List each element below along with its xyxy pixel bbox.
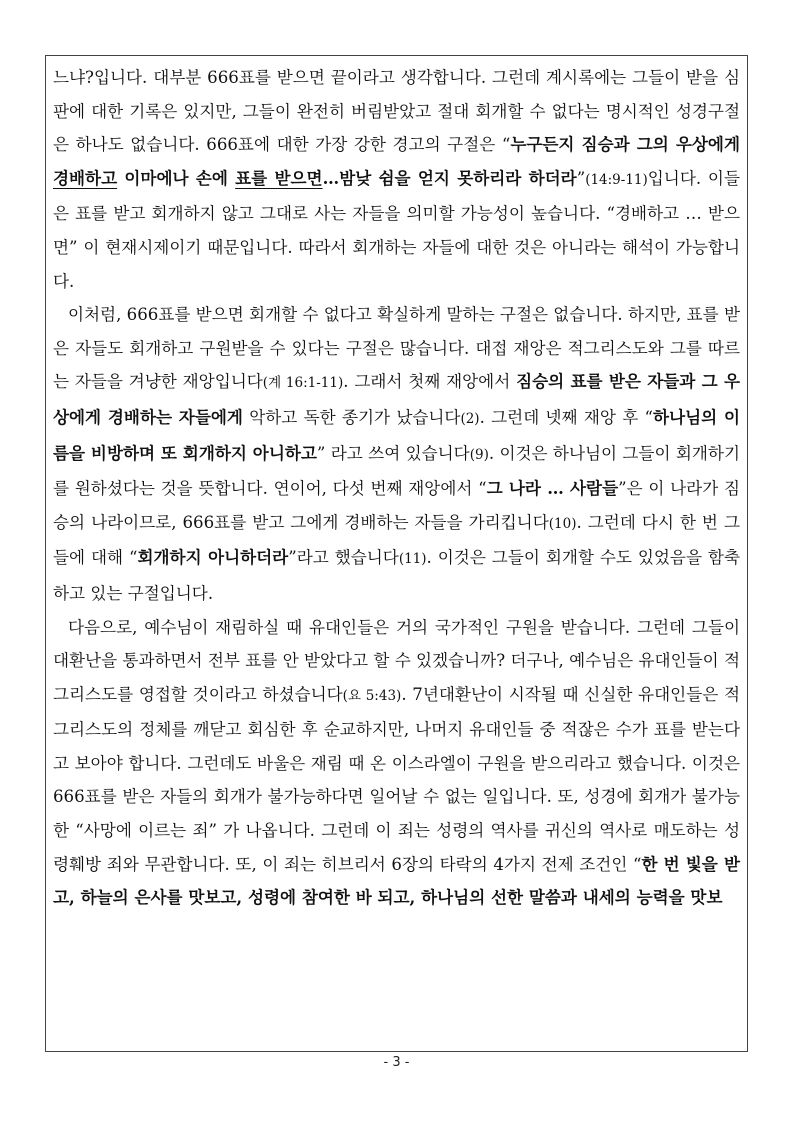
text-run: ”라고 했습니다 [288, 548, 399, 568]
bold-text-run: 경배하고 [53, 167, 118, 188]
text-run: ”은 이 나라가 짐승의 나라이므로, 666표를 받고 그에게 경배하는 자들을 가리킵니다 [53, 479, 740, 532]
page-number: - 3 - [383, 1055, 410, 1070]
text-run: . 그런데 다시 한 번 그들에 대해 “ [53, 512, 740, 568]
verse-reference: (2) [460, 410, 480, 427]
bold-text-run: 누구든지 짐승과 그의 우상에게 [510, 134, 740, 155]
verse-reference: (14:9-11) [585, 171, 648, 188]
bold-text-run: 짐승의 표를 받은 자들과 그 우상에게 경배하는 자들에게 [53, 371, 740, 427]
text-run: 입니다. 이들은 표를 받고 회개하지 않고 그대로 사는 자들을 의미할 가능성이 높습니다. “경배하고 … 받으면” 이 현재시제이기 때문입니다. 따라서 회개하는 자들에 대한 것은 아니라는 해석이 가능합니다. [53, 168, 740, 291]
bold-text-run: 한 번 빛을 받고, 하늘의 은사를 맛보고, 성령에 참여한 바 되고, 하나님의 선한 말씀과 내세의 능력을 맛보 [53, 853, 740, 908]
text-run: . 이것은 하나님이 그들이 회개하기를 원하셨다는 것을 뜻합니다. 연이어, 다섯 번째 재앙에서 “ [53, 443, 740, 499]
text-run: . 이것은 그들이 회개할 수도 있었음을 함축하고 있는 구절입니다. [53, 548, 740, 603]
text-run: . 그런데 넷째 재앙 후 “ [479, 407, 654, 427]
document-body [53, 61, 740, 915]
verse-reference: (10) [548, 515, 577, 532]
text-run: 느냐?입니다. 대부분 666표를 받으면 끝이라고 생각합니다. 그런데 계시록에는 그들이 받을 심판에 대한 기록은 있지만, 그들이 완전히 버림받았고 절대 회개할 수 없다는 명시적인 성경구절은 하나도 없습니다. 666표에 대한 가장 강한 경고의 구절은 “ [53, 68, 740, 155]
bold-text-run: 표를 받으면 [235, 167, 323, 188]
verse-reference: (계 16:1-11) [262, 375, 344, 392]
bold-text-run: 이마에나 손에 [117, 167, 236, 188]
text-run: . 그래서 첫째 재앙에서 [343, 372, 517, 392]
bold-text-run: …밤낮 쉼을 얻지 못하리라 하더라 [322, 167, 577, 188]
paragraph-3 [53, 611, 740, 915]
text-run: 이처럼, 666표를 받으면 회개할 수 없다고 확실하게 말하는 구절은 없습니다. 하지만, 표를 받은 자들도 회개하고 구원받을 수 있다는 구절은 많습니다. 대접 재앙은 적그리스도와 그를 따르는 자들을 겨냥한 재앙입니다 [53, 305, 740, 392]
bold-text-run: 회개하지 아니하더라 [137, 547, 289, 568]
paragraph-2 [53, 298, 740, 610]
text-run: 악하고 독한 종기가 났습니다 [242, 407, 461, 427]
paragraph-1 [53, 61, 740, 298]
verse-reference: (요 5:43) [342, 687, 402, 704]
text-run: ” 라고 쓰여 있습니다 [316, 443, 470, 463]
bold-text-run: 그 나라 … 사람들 [486, 478, 619, 499]
text-run: ” [576, 168, 586, 188]
bold-text-run: 하나님의 이름을 비방하며 또 회개하지 아니하고 [53, 406, 740, 463]
text-run: . 7년대환난이 시작될 때 신실한 유대인들은 적그리스도의 정체를 깨닫고 회심한 후 순교하지만, 나머지 유대인들 중 적잖은 수가 표를 받는다고 보아야 합니다. 그런데도 바울은 재림 때 온 이스라엘이 구원을 받으리라고 했습니다. 이것은 666표를 받은 자들의 회개가 불가능하다면 일어날 수 없는 일입니다. 또, 성경에 회개가 불가능한 “사망에 이르는 죄” 가 나옵니다. 그런데 이 죄는 성령의 역사를 귀신의 역사로 매도하는 성령훼방 죄와 무관합니다. 또, 이 죄는 히브리서 6장의 타락의 4가지 전제 조건인 “ [53, 684, 741, 874]
verse-reference: (11) [398, 551, 427, 568]
text-run: 다음으로, 예수님이 재림하실 때 유대인들은 거의 국가적인 구원을 받습니다. 그런데 그들이 대환난을 통과하면서 전부 표를 안 받았다고 할 수 있겠습니까? 더구나, 예수님은 유대인들이 적그리스도를 영접할 것이라고 하셨습니다 [53, 617, 740, 704]
verse-reference: (9) [469, 446, 489, 463]
